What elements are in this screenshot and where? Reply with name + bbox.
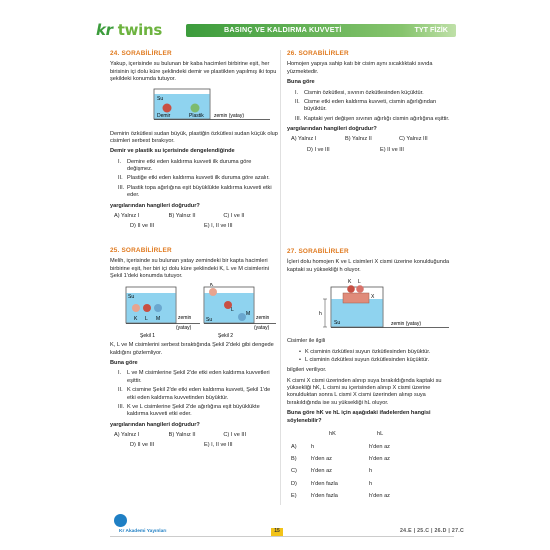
option-b[interactable]: B) Yalnız II	[345, 136, 372, 143]
table-row[interactable]: B) h'den az h'den az	[291, 456, 390, 462]
ground-label: zemin	[178, 315, 192, 322]
column-header-hl: hL	[377, 431, 384, 438]
ball-m-fig2	[238, 313, 246, 321]
answer-options	[114, 213, 278, 220]
statement-item: I. L ve M cisimlerine Şekil 2'de etki eden kaldırma kuvvetleri eşittir.	[118, 370, 270, 384]
page-header	[0, 0, 550, 44]
logo: kr twins	[96, 21, 162, 39]
statement-item: I. Cismin özkütlesi, sıvının özkütlesinden küçüktür.	[295, 89, 424, 96]
label-k: K	[134, 316, 138, 323]
question-text-bold: Demir ve plastik su içerisinde dengelendiğinde	[110, 148, 235, 155]
option-c[interactable]: C) I ve II	[223, 212, 245, 219]
question-head: 25. SORABİLİRLER	[110, 246, 172, 254]
question-26	[287, 50, 453, 154]
label-m: M	[156, 316, 161, 323]
water-label: Su	[334, 320, 341, 327]
column-divider	[280, 50, 281, 505]
container-diagram	[287, 277, 453, 335]
answer-options	[291, 136, 453, 143]
label-l-fig2: L	[231, 307, 234, 314]
iron-label: Demir	[157, 112, 171, 119]
option-a[interactable]: A) Yalnız I	[114, 212, 140, 219]
ball-l	[356, 285, 364, 293]
option-c[interactable]: C) I ve III	[223, 432, 247, 439]
question-24	[110, 50, 278, 231]
answer-options-row2	[130, 223, 278, 230]
water-label-fig2: Su	[206, 317, 213, 324]
answer-options	[114, 432, 278, 439]
title-bar	[186, 24, 456, 37]
option-b[interactable]: B) Yalnız II	[168, 212, 196, 219]
ball-k	[132, 304, 140, 312]
option-c[interactable]: C) Yalnız III	[399, 136, 428, 143]
table-row[interactable]: E) h'den fazla h'den az	[291, 492, 390, 499]
question-intro: Homojen yapıya sahip katı bir cisim aynı sıcaklıktaki sıvıda yüzmektedir.	[287, 61, 433, 75]
label-x: X	[371, 294, 375, 301]
publisher-logo-icon	[114, 514, 127, 527]
figure-q27	[287, 277, 453, 335]
info-item: • K cisminin özkütlesi suyun özkütlesinden büyüktür.	[299, 349, 453, 356]
label-l: L	[358, 279, 361, 286]
question-intro: Melih, içerisinde su bulunan yatay zemindeki bir kapta hacimleri birbirine eşit, her biri içi dolu küre şeklindeki K, L ve M cisimlerini Şekil 1'deki konumda tutuyor.	[110, 258, 269, 279]
question-head: 24. SORABİLİRLER	[110, 50, 172, 57]
figure-2-label: Şekil 2	[218, 333, 234, 340]
question-head: 26. SORABİLİRLER	[287, 50, 349, 57]
label-l: L	[145, 316, 148, 323]
statement-list	[118, 370, 278, 418]
option-d[interactable]: D) II ve III	[130, 223, 155, 230]
table-row[interactable]: C) h'den az h	[291, 468, 373, 475]
question-text-bold: Buna göre	[110, 360, 138, 367]
ground-sub-label: (yatay)	[176, 325, 192, 332]
option-b[interactable]: B) Yalnız II	[168, 432, 196, 439]
water-label: Su	[128, 294, 135, 301]
question-text: K, L ve M cisimlerini serbest bıraktığında Şekil 2'deki gibi dengede kaldığını gözlemliyor.	[110, 342, 274, 356]
ball-k	[347, 285, 355, 293]
height-label: h	[319, 311, 322, 318]
option-a[interactable]: A) Yalnız I	[114, 432, 140, 439]
left-column	[110, 50, 278, 450]
figure-q24	[110, 87, 278, 127]
ground-label: zemin (yatay)	[214, 112, 245, 119]
two-containers-diagram	[110, 283, 278, 339]
table-row[interactable]: A) h h'den az	[291, 443, 390, 450]
question-ask: yargılarından hangileri doğrudur?	[110, 421, 200, 428]
plastic-label: Plastik	[189, 112, 204, 119]
question-intro: Yakup, içerisinde su bulunan bir kaba hacimleri birbirine eşit, her birisinin içi dolu küre şeklindeki demir ve plastikten yapılmış iki topu şekildeki konumda tutuyor.	[110, 61, 277, 83]
ground-sub-label-fig2: (yatay)	[254, 325, 270, 332]
question-ask: Buna göre hK ve hL için aşağıdaki ifadelerden hangisi söylenebilir?	[287, 410, 431, 424]
block-x	[343, 293, 369, 303]
answer-keys: 24.E | 25.C | 26.D | 27.C	[400, 528, 465, 534]
statement-item: I. Demire etki eden kaldırma kuvveti ilk duruma göre değişmez.	[118, 158, 252, 173]
statement-item: III. K ve L cisimlerine Şekil 2'de ağırlığına eşit büyüklükte kaldırma kuvveti etki eder.	[118, 403, 260, 418]
option-e[interactable]: E) II ve III	[380, 146, 404, 153]
question-25	[110, 247, 278, 450]
statement-list	[295, 90, 453, 124]
label-k: K	[348, 279, 352, 286]
publisher-name: Kr Akademi Yayınları	[119, 529, 167, 534]
figure-1-label: Şekil 1	[140, 333, 156, 340]
statement-item: II. Plastiğe etki eden kaldırma kuvveti ilk duruma göre azalır.	[118, 175, 270, 182]
info-list	[299, 349, 453, 365]
answer-options-row2	[307, 147, 453, 154]
statement-list	[118, 159, 278, 200]
statement-item: II. Cisme etki eden kaldırma kuvveti, cismin ağırlığından büyüktür.	[295, 98, 437, 113]
question-ask: yargılarından hangileri doğrudur?	[287, 126, 377, 133]
page-title: BASINÇ VE KALDIRMA KUVVETİ	[224, 25, 342, 34]
question-text: bilgileri veriliyor.	[287, 367, 327, 374]
question-text: Demirin özkütlesi sudan büyük, plastiğin özkütlesi sudan küçük olup cisimleri serbest bırakıyor.	[110, 130, 278, 144]
subject-label: TYT FİZİK	[414, 25, 448, 34]
question-27	[287, 248, 453, 503]
figure-q25	[110, 283, 278, 339]
right-column	[287, 50, 453, 499]
option-d[interactable]: D) I ve III	[307, 146, 330, 153]
label-k-fig2: K	[210, 283, 214, 289]
container-diagram	[110, 87, 278, 127]
iron-ball	[163, 103, 172, 112]
question-text: Cisimler ile ilgili	[287, 338, 326, 345]
question-text: K cismi X cismi üzerinden alınıp suya bırakıldığında kaptaki su yüksekliği hK, L cismi su içerisinden alınıp X cismi üzerine konulduktan sonra L cismi X cismi üzerinden alınıp suya bırakıldığında ise su yüksekliği hL oluyor.	[287, 377, 442, 406]
info-item: • L cisminin özkütlesi suyun özkütlesinden küçüktür.	[299, 357, 453, 364]
plastic-ball	[191, 103, 200, 112]
ball-k-fig2	[209, 288, 217, 296]
question-intro: İçleri dolu homojen K ve L cisimleri X cismi üzerine konulduğunda kaptaki su yüksekliği h oluyor.	[287, 259, 450, 273]
ground-label-fig2: zemin	[256, 315, 270, 322]
water-label: Su	[157, 95, 164, 102]
question-head: 27. SORABİLİRLER	[287, 248, 349, 255]
ball-m	[154, 304, 162, 312]
question-ask: yargılarından hangileri doğrudur?	[110, 202, 200, 209]
label-m-fig2: M	[246, 311, 251, 318]
ground-label: zemin (yatay)	[391, 321, 422, 328]
table-header	[291, 429, 453, 441]
footer-divider	[110, 536, 454, 537]
ball-l	[143, 304, 151, 312]
page-number: 15	[271, 528, 283, 536]
statement-item: II. K cismine Şekil 2'de etki eden kaldırma kuvveti, Şekil 1'de etki eden kaldırma kuvvetinden büyüktür.	[118, 387, 271, 401]
statement-item: III. Plastik topa ağırlığına eşit büyüklükte kaldırma kuvveti etki eder.	[118, 184, 272, 199]
option-e[interactable]: E) I, II ve III	[204, 223, 233, 230]
answer-table	[291, 429, 453, 503]
statement-item: III. Kaptaki yeri değişen sıvının ağırlığı cismin ağırlığına eşittir.	[295, 115, 450, 122]
option-d[interactable]: D) II ve III	[130, 442, 155, 449]
answer-options-row2	[130, 442, 278, 449]
table-row[interactable]: D) h'den fazla h	[291, 480, 373, 487]
question-text-bold: Buna göre	[287, 79, 315, 86]
option-a[interactable]: A) Yalnız I	[291, 136, 317, 143]
column-header-hk: hK	[329, 431, 336, 438]
option-e[interactable]: E) I, II ve III	[204, 442, 233, 449]
